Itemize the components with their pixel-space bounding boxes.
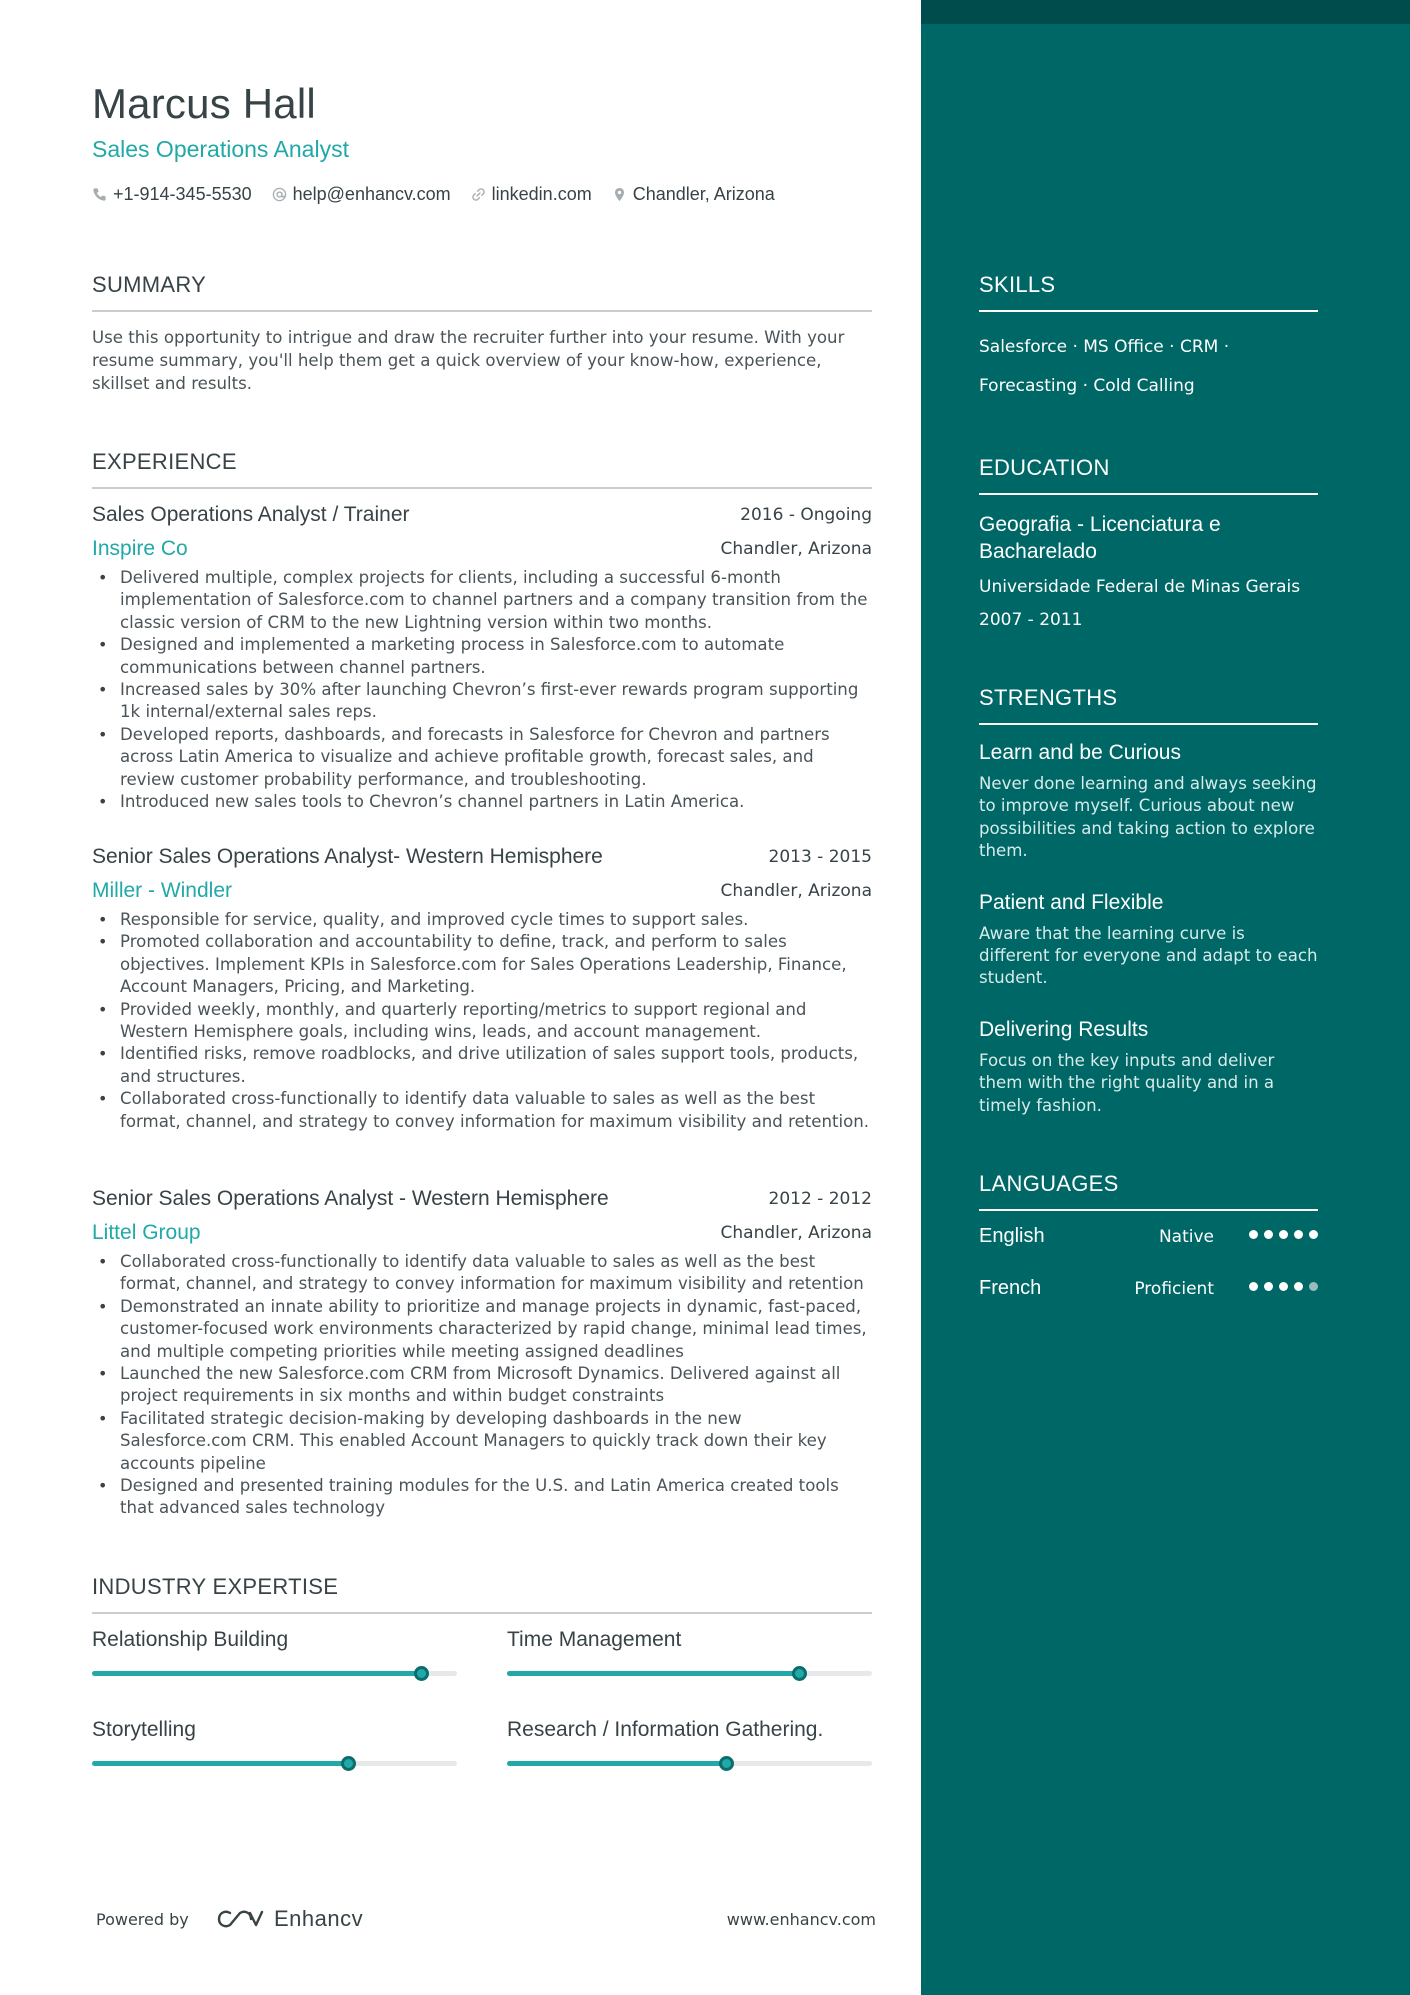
job-location: Chandler, Arizona <box>720 539 872 559</box>
education-school: Universidade Federal de Minas Gerais <box>979 577 1301 597</box>
expertise-knob <box>341 1756 356 1771</box>
expertise-bar <box>92 1671 457 1676</box>
expertise-knob <box>792 1666 807 1681</box>
level-dot-filled <box>1264 1230 1273 1239</box>
level-dot-filled <box>1249 1230 1258 1239</box>
enhancv-logo-text: Enhancv <box>274 1906 364 1931</box>
bullet-item: • Demonstrated an innate ability to prioritize and manage projects in dynamic, fast-paced, customer-focused work environments characterized by rapid change, minimal lead times, and multiple competing priorities while meeting assigned deadlines <box>92 1296 872 1363</box>
summary-heading: SUMMARY <box>92 272 872 312</box>
language-name: English <box>979 1225 1045 1247</box>
level-dot-empty <box>1309 1282 1318 1291</box>
candidate-name: Marcus Hall <box>92 80 316 127</box>
expertise-bar <box>507 1671 872 1676</box>
email-text: help@enhancv.com <box>292 184 451 204</box>
skills-line: Forecasting · Cold Calling <box>979 376 1195 396</box>
language-dots <box>1249 1282 1318 1291</box>
bullet-item: • Collaborated cross-functionally to identify data valuable to sales as well as the best format, channel, and strategy to convey information for maximum visibility and retention. <box>92 1088 872 1133</box>
candidate-title: Sales Operations Analyst <box>92 136 349 162</box>
bullet-item: • Provided weekly, monthly, and quarterly reporting/metrics to support regional and Western Hemisphere goals, including wins, leads, and account management. <box>92 999 872 1044</box>
expertise-item <box>92 1718 457 1742</box>
language-row <box>979 1211 1318 1263</box>
contact-email[interactable] <box>272 184 451 205</box>
skills-list <box>979 328 1318 406</box>
languages-heading: LANGUAGES <box>979 1171 1318 1211</box>
expertise-label: Research / Information Gathering. <box>507 1718 824 1741</box>
level-dot-filled <box>1249 1282 1258 1291</box>
contact-phone[interactable] <box>92 184 252 205</box>
bullet-item: • Identified risks, remove roadblocks, and drive utilization of sales support tools, products, and structures. <box>92 1043 872 1088</box>
contact-linkedin[interactable] <box>471 184 592 205</box>
job-location: Chandler, Arizona <box>720 1223 872 1243</box>
expertise-item <box>92 1628 457 1652</box>
strength-title: Delivering Results <box>979 1017 1149 1041</box>
link-icon <box>471 187 486 202</box>
summary-text: Use this opportunity to intrigue and draw the recruiter further into your resume. With your resume summary, you'll help them get a quick overview of your know-how, experience, skillset and results. <box>92 328 845 393</box>
expertise-item <box>507 1628 872 1652</box>
expertise-bar <box>507 1761 872 1766</box>
main-column <box>92 0 876 1995</box>
job-location: Chandler, Arizona <box>720 881 872 901</box>
contact-location <box>612 184 775 205</box>
level-dot-filled <box>1264 1282 1273 1291</box>
expertise-knob <box>414 1666 429 1681</box>
job-entry <box>92 503 872 813</box>
location-text: Chandler, Arizona <box>632 184 775 204</box>
expertise-bar <box>92 1761 457 1766</box>
job-role: Senior Sales Operations Analyst- Western Hemisphere <box>92 845 603 868</box>
strength-item <box>979 1018 1318 1117</box>
expertise-fill <box>507 1671 799 1676</box>
education-heading: EDUCATION <box>979 455 1318 495</box>
expertise-fill <box>92 1671 421 1676</box>
job-date: 2013 - 2015 <box>768 847 872 867</box>
location-pin-icon <box>612 187 627 202</box>
expertise-heading: INDUSTRY EXPERTISE <box>92 1574 872 1614</box>
phone-text: +1-914-345-5530 <box>113 184 252 204</box>
level-dot-filled <box>1309 1230 1318 1239</box>
job-bullets <box>92 909 872 1133</box>
phone-icon <box>92 187 107 202</box>
footer <box>96 1906 876 1936</box>
bullet-item: • Designed and implemented a marketing process in Salesforce.com to automate communications between channel partners. <box>92 634 872 679</box>
bullet-item: • Promoted collaboration and accountability to define, track, and perform to sales objectives. Implement KPIs in Salesforce.com for Sales Operations Leadership, Finance, Account Managers, Pricing, and Marketing. <box>92 931 872 998</box>
footer-website[interactable]: www.enhancv.com <box>726 1910 876 1929</box>
bullet-item: • Facilitated strategic decision-making by developing dashboards in the new Salesforce.com CRM. This enabled Account Managers to quickly track down their key accounts pipeline <box>92 1408 872 1475</box>
level-dot-filled <box>1279 1282 1288 1291</box>
job-company[interactable]: Inspire Co <box>92 537 188 560</box>
job-role: Senior Sales Operations Analyst - Western Hemisphere <box>92 1187 609 1210</box>
bullet-item: • Designed and presented training modules for the U.S. and Latin America created tools that advanced sales technology <box>92 1475 872 1520</box>
expertise-knob <box>719 1756 734 1771</box>
level-dot-filled <box>1294 1230 1303 1239</box>
language-row <box>979 1263 1318 1315</box>
job-entry <box>92 1187 872 1520</box>
education-section <box>979 455 1318 630</box>
strength-title: Learn and be Curious <box>979 741 1181 764</box>
strengths-heading: STRENGTHS <box>979 685 1318 725</box>
expertise-fill <box>92 1761 348 1766</box>
linkedin-text: linkedin.com <box>491 184 592 204</box>
enhancv-logo-icon <box>216 1907 264 1931</box>
bullet-item: • Introduced new sales tools to Chevron’s channel partners in Latin America. <box>92 791 872 813</box>
bullet-item: • Collaborated cross-functionally to identify data valuable to sales as well as the best format, channel, and strategy to convey information for maximum visibility and retention <box>92 1251 872 1296</box>
expertise-label: Storytelling <box>92 1718 196 1741</box>
expertise-item <box>507 1718 872 1742</box>
job-entry <box>92 845 872 1133</box>
language-level: Proficient <box>1134 1279 1214 1299</box>
strengths-section <box>979 685 1318 1117</box>
language-name: French <box>979 1277 1042 1299</box>
skills-heading: SKILLS <box>979 272 1318 312</box>
education-degree: Geografia - Licenciatura e Bacharelado <box>979 513 1221 563</box>
job-date: 2012 - 2012 <box>768 1189 872 1209</box>
strength-desc: Aware that the learning curve is different for everyone and adapt to each student. <box>979 923 1318 988</box>
languages-section <box>979 1171 1318 1315</box>
experience-heading: EXPERIENCE <box>92 449 872 489</box>
strength-item <box>979 741 1318 863</box>
bullet-item: • Delivered multiple, complex projects for clients, including a successful 6-month implementation of Salesforce.com to channel partners and a company transition from the classic version of CRM to the new Lightning version within two months. <box>92 567 872 634</box>
contact-bar <box>92 184 775 205</box>
sidebar <box>921 0 1410 1995</box>
bullet-item: • Responsible for service, quality, and improved cycle times to support sales. <box>92 909 872 931</box>
bullet-item: • Launched the new Salesforce.com CRM from Microsoft Dynamics. Delivered against all project requirements in six months and within budget constraints <box>92 1363 872 1408</box>
job-role: Sales Operations Analyst / Trainer <box>92 503 410 526</box>
language-dots <box>1249 1230 1318 1239</box>
sidebar-top-band <box>921 0 1410 24</box>
strength-item <box>979 891 1318 990</box>
expertise-label: Time Management <box>507 1628 682 1651</box>
expertise-fill <box>507 1761 726 1766</box>
expertise-label: Relationship Building <box>92 1628 289 1651</box>
strength-desc: Never done learning and always seeking to improve myself. Curious about new possibilities and taking action to explore them. <box>979 774 1317 861</box>
job-company[interactable]: Littel Group <box>92 1221 201 1244</box>
strength-desc: Focus on the key inputs and deliver them with the right quality and in a timely fashion. <box>979 1050 1275 1115</box>
job-bullets <box>92 1251 872 1520</box>
level-dot-filled <box>1279 1230 1288 1239</box>
job-date: 2016 - Ongoing <box>740 505 872 525</box>
strength-title: Patient and Flexible <box>979 890 1164 914</box>
job-company[interactable]: Miller - Windler <box>92 879 233 902</box>
bullet-item: • Increased sales by 30% after launching Chevron’s first-ever rewards program supporting 1k internal/external sales reps. <box>92 679 872 724</box>
enhancv-logo[interactable] <box>216 1906 363 1932</box>
level-dot-filled <box>1294 1282 1303 1291</box>
education-years: 2007 - 2011 <box>979 610 1083 630</box>
language-level: Native <box>1158 1227 1214 1247</box>
skills-line: Salesforce · MS Office · CRM · <box>979 337 1230 357</box>
powered-by-text: Powered by <box>96 1910 189 1929</box>
job-bullets <box>92 567 872 813</box>
skills-section <box>979 272 1318 406</box>
at-icon <box>272 187 287 202</box>
bullet-item: • Developed reports, dashboards, and forecasts in Salesforce for Chevron and partners across Latin America to visualize and achieve profitable growth, forecast sales, and review customer probability performance, and troubleshooting. <box>92 724 872 791</box>
